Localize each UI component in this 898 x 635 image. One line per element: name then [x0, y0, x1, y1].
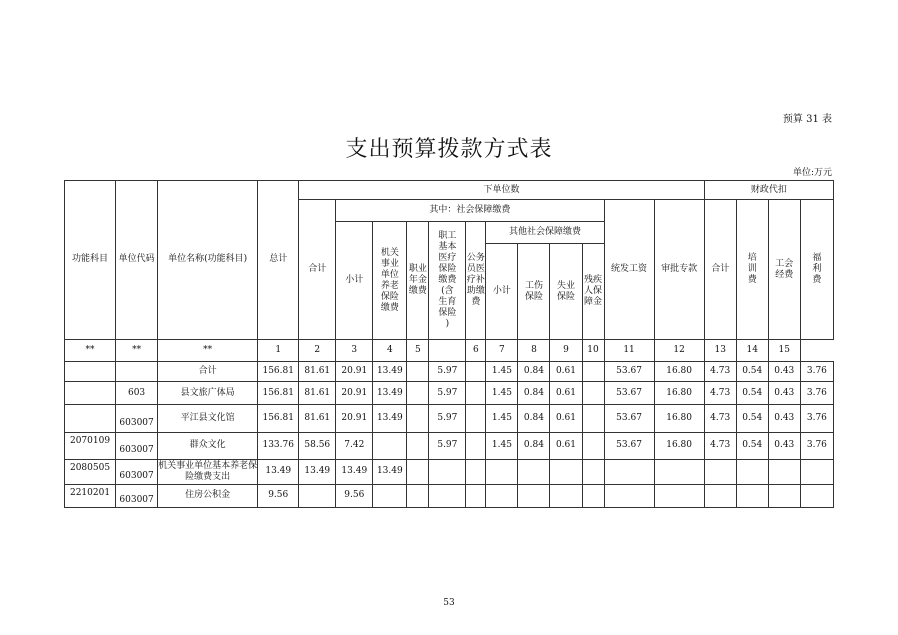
header-xia: 下单位数 — [299, 181, 704, 200]
value-cell: 0.61 — [550, 405, 582, 432]
value-cell: 0.54 — [736, 382, 768, 405]
table-row — [65, 405, 834, 432]
value-cell: 133.76 — [258, 432, 299, 459]
index-cell: 3 — [336, 339, 373, 361]
header-gongshang: 工伤 保险 — [518, 244, 550, 340]
value-cell: 1.45 — [486, 405, 518, 432]
header-q-xiaoji: 小计 — [486, 244, 518, 340]
value-cell: 156.81 — [258, 405, 299, 432]
value-cell: 0.61 — [550, 362, 582, 382]
value-cell: 5.97 — [429, 405, 466, 432]
value-cell: 0.54 — [736, 362, 768, 382]
unit-code-cell — [116, 484, 158, 507]
value-cell: 3.76 — [800, 362, 833, 382]
value-cell — [407, 362, 429, 382]
value-cell: 53.67 — [604, 432, 654, 459]
value-cell: 0.61 — [550, 432, 582, 459]
index-cell: 2 — [299, 339, 336, 361]
value-cell — [466, 484, 486, 507]
value-cell: 53.67 — [604, 405, 654, 432]
value-cell: 0.43 — [768, 362, 800, 382]
value-cell — [486, 484, 518, 507]
value-cell — [429, 459, 466, 484]
unit-code-cell — [116, 405, 158, 432]
unit-name-cell: 县文旅广体局 — [158, 382, 258, 405]
value-cell: 0.84 — [518, 382, 550, 405]
index-cell: 5 — [407, 339, 429, 361]
value-cell: 20.91 — [336, 405, 373, 432]
page-title: 支出预算拨款方式表 — [345, 137, 553, 162]
value-cell — [466, 432, 486, 459]
value-cell: 13.49 — [336, 459, 373, 484]
index-cell — [429, 339, 466, 361]
index-cell: 4 — [373, 339, 407, 361]
index-row — [65, 339, 834, 361]
unit-name-cell: 平江县文化馆 — [158, 405, 258, 432]
index-cell: 7 — [486, 339, 518, 361]
header-fuli: 福 利 费 — [800, 200, 833, 340]
value-cell — [518, 484, 550, 507]
unit-code-cell — [116, 362, 158, 382]
index-cell: 6 — [466, 339, 486, 361]
index-cell: 12 — [654, 339, 704, 361]
index-cell: 15 — [768, 339, 800, 361]
value-cell — [654, 484, 704, 507]
value-cell — [550, 484, 582, 507]
value-cell — [373, 432, 407, 459]
value-cell: 81.61 — [299, 405, 336, 432]
value-cell: 0.84 — [518, 362, 550, 382]
header-code: 单位代码 — [116, 181, 158, 340]
value-cell: 1.45 — [486, 432, 518, 459]
value-cell: 5.97 — [429, 382, 466, 405]
func-code-cell: 2080505 — [65, 459, 116, 484]
value-cell — [407, 382, 429, 405]
table-row — [65, 484, 834, 507]
value-cell — [604, 459, 654, 484]
value-cell: 9.56 — [336, 484, 373, 507]
index-cell: 9 — [550, 339, 582, 361]
value-cell — [582, 382, 604, 405]
value-cell: 0.54 — [736, 405, 768, 432]
header-peixun: 培 训 费 — [736, 200, 768, 340]
value-cell — [800, 484, 833, 507]
index-cell: 11 — [604, 339, 654, 361]
index-cell: ** — [158, 339, 258, 361]
value-cell: 16.80 — [654, 362, 704, 382]
value-cell — [407, 484, 429, 507]
value-cell — [486, 459, 518, 484]
value-cell — [654, 459, 704, 484]
unit-code-cell — [116, 432, 158, 459]
index-cell: 13 — [704, 339, 736, 361]
header-c-heji: 合计 — [704, 200, 736, 340]
value-cell — [704, 459, 736, 484]
func-code-cell — [65, 405, 116, 432]
value-cell — [299, 484, 336, 507]
func-code-cell — [65, 382, 116, 405]
value-cell: 16.80 — [654, 382, 704, 405]
value-cell — [582, 362, 604, 382]
value-cell: 13.49 — [258, 459, 299, 484]
header-jiguan: 机关 事业 单位 养老 保险 缴费 — [373, 222, 407, 340]
header-qita: 其他社会保障缴费 — [486, 222, 604, 244]
unit-code-text: 603007 — [119, 417, 154, 428]
value-cell — [704, 484, 736, 507]
index-cell: 14 — [736, 339, 768, 361]
value-cell: 0.43 — [768, 432, 800, 459]
table-row — [65, 459, 834, 484]
table-row — [65, 432, 834, 459]
value-cell — [466, 362, 486, 382]
index-cell: 10 — [582, 339, 604, 361]
value-cell — [582, 432, 604, 459]
value-cell: 13.49 — [299, 459, 336, 484]
header-canji: 残疾 人保 障金 — [582, 244, 604, 340]
index-cell: 8 — [518, 339, 550, 361]
unit-code-text — [116, 367, 157, 377]
value-cell — [407, 459, 429, 484]
header-tongfa: 统发工资 — [604, 200, 654, 340]
value-cell — [429, 484, 466, 507]
header-heji: 合计 — [299, 200, 336, 340]
value-cell — [582, 459, 604, 484]
value-cell — [582, 484, 604, 507]
value-cell — [466, 405, 486, 432]
header-gongwu: 公务 员医 疗补 助缴 费 — [466, 222, 486, 340]
value-cell: 3.76 — [800, 382, 833, 405]
unit-name-cell: 合计 — [158, 362, 258, 382]
value-cell — [768, 484, 800, 507]
header-shiye: 失业 保险 — [550, 244, 582, 340]
value-cell — [466, 382, 486, 405]
value-cell: 81.61 — [299, 362, 336, 382]
index-cell: ** — [116, 339, 158, 361]
value-cell: 13.49 — [373, 362, 407, 382]
value-cell — [550, 459, 582, 484]
value-cell: 20.91 — [336, 362, 373, 382]
header-zhigong: 职工 基本 医疗 保险 缴费 (含 生育 保险 ) — [429, 222, 466, 340]
value-cell: 81.61 — [299, 382, 336, 405]
header-gonghui: 工会 经费 — [768, 200, 800, 340]
header-caizheng: 财政代扣 — [704, 181, 833, 200]
func-code-cell: 2070109 — [65, 432, 116, 459]
value-cell — [768, 459, 800, 484]
value-cell — [373, 484, 407, 507]
value-cell: 9.56 — [258, 484, 299, 507]
unit-name-cell: 机关事业单位基本养老保险缴费支出 — [158, 459, 258, 484]
value-cell: 3.76 — [800, 432, 833, 459]
unit-code-text: 603007 — [119, 445, 154, 456]
value-cell — [466, 459, 486, 484]
value-cell: 4.73 — [704, 362, 736, 382]
value-cell — [604, 484, 654, 507]
unit-code-text: 603007 — [119, 495, 154, 506]
header-name: 单位名称(功能科目) — [158, 181, 258, 340]
unit-label: 单位:万元 — [792, 168, 832, 178]
value-cell: 16.80 — [654, 405, 704, 432]
unit-name-cell: 群众文化 — [158, 432, 258, 459]
table-row — [65, 362, 834, 382]
value-cell: 0.54 — [736, 432, 768, 459]
table-row — [65, 382, 834, 405]
index-cell: 1 — [258, 339, 299, 361]
value-cell: 156.81 — [258, 382, 299, 405]
value-cell: 0.43 — [768, 405, 800, 432]
header-total: 总计 — [258, 181, 299, 340]
value-cell: 0.61 — [550, 382, 582, 405]
value-cell: 4.73 — [704, 432, 736, 459]
value-cell: 1.45 — [486, 382, 518, 405]
value-cell: 1.45 — [486, 362, 518, 382]
value-cell: 3.76 — [800, 405, 833, 432]
value-cell: 0.84 — [518, 405, 550, 432]
header-qizhong: 其中：社会保障缴费 — [336, 200, 604, 222]
value-cell — [582, 405, 604, 432]
header-xiaoji: 小计 — [336, 222, 373, 340]
form-number: 预算 31 表 — [782, 114, 832, 125]
value-cell — [407, 405, 429, 432]
value-cell: 5.97 — [429, 362, 466, 382]
unit-code-text: 603007 — [119, 471, 154, 482]
page-number: 53 — [443, 598, 455, 608]
value-cell — [800, 459, 833, 484]
value-cell — [736, 484, 768, 507]
index-cell: ** — [65, 339, 116, 361]
unit-code-cell — [116, 459, 158, 484]
func-code-cell: 2210201 — [65, 484, 116, 507]
value-cell: 7.42 — [336, 432, 373, 459]
budget-table — [64, 180, 834, 508]
unit-name-cell: 住房公积金 — [158, 484, 258, 507]
value-cell: 5.97 — [429, 432, 466, 459]
value-cell: 53.67 — [604, 382, 654, 405]
func-code-cell — [65, 362, 116, 382]
value-cell — [736, 459, 768, 484]
value-cell: 13.49 — [373, 459, 407, 484]
value-cell: 4.73 — [704, 382, 736, 405]
value-cell — [518, 459, 550, 484]
value-cell: 4.73 — [704, 405, 736, 432]
value-cell: 156.81 — [258, 362, 299, 382]
header-shenpi: 审批专款 — [654, 200, 704, 340]
value-cell: 58.56 — [299, 432, 336, 459]
unit-code-cell: 603 — [116, 382, 158, 405]
value-cell: 53.67 — [604, 362, 654, 382]
value-cell: 20.91 — [336, 382, 373, 405]
value-cell: 0.84 — [518, 432, 550, 459]
value-cell: 13.49 — [373, 382, 407, 405]
value-cell: 13.49 — [373, 405, 407, 432]
header-func: 功能科目 — [65, 181, 116, 340]
header-zhiye: 职业 年金 缴费 — [407, 222, 429, 340]
value-cell: 0.43 — [768, 382, 800, 405]
value-cell — [407, 432, 429, 459]
value-cell: 16.80 — [654, 432, 704, 459]
